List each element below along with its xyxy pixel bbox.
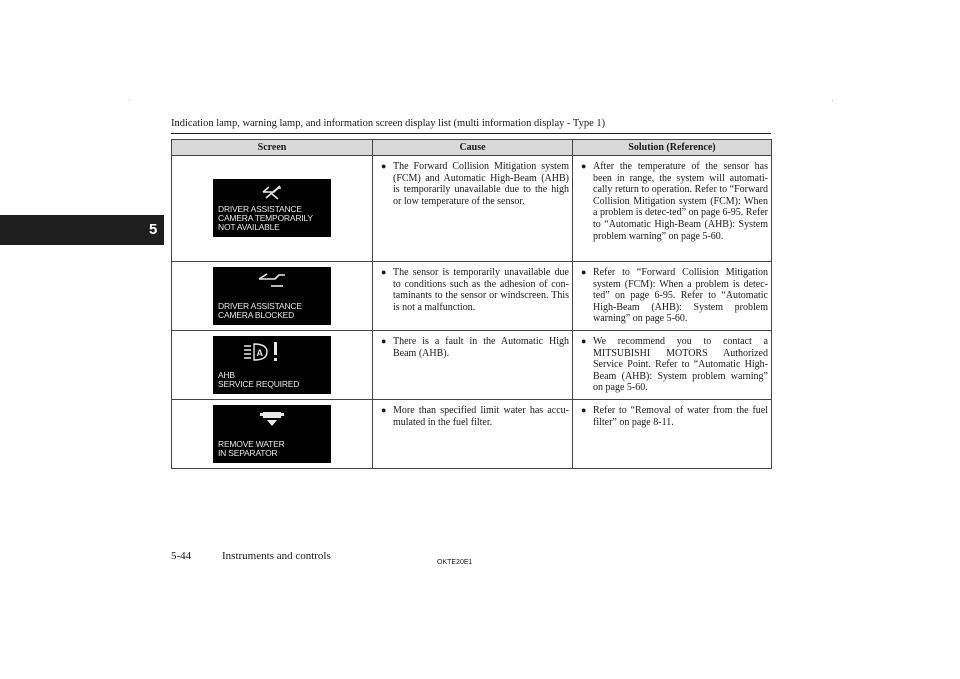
solution-text: After the temperature of the sensor has been in range, the system will automati-cally return to operation. Refer to “Forward Collision Mitigation system (FCM): When a problem is detec-ted” on page 6-95. Refer to “Automatic High-Beam (AHB): System problem warning” on page 5-60.	[593, 161, 768, 242]
display-screen	[213, 267, 331, 325]
water-separator-icon	[213, 410, 331, 431]
bullet-icon: ●	[581, 161, 587, 171]
chapter-tab	[0, 215, 164, 245]
page-header: Indication lamp, warning lamp, and information screen display list (multi information display - Type 1)	[171, 118, 606, 129]
screen-message: DRIVER ASSISTANCE CAMERA TEMPORARILY NOT AVAILABLE	[218, 204, 313, 232]
cause-text: The sensor is temporarily unavailable due to conditions such as the adhesion of con-taminants to the sensor or windscreen. This is not a malfunction.	[393, 267, 569, 313]
header-solution: Solution (Reference)	[573, 140, 772, 156]
svg-text:A: A	[256, 348, 263, 358]
section-title: Instruments and controls	[222, 550, 331, 562]
bullet-icon: ●	[581, 404, 587, 415]
bullet-icon: ●	[581, 267, 587, 277]
display-screen	[213, 179, 331, 237]
cause-cell	[373, 331, 573, 400]
cause-text: More than specified limit water has accu-mulated in the fuel filter.	[393, 404, 569, 428]
header-cause: Cause	[373, 140, 573, 156]
screen-cell	[172, 331, 373, 400]
header-screen: Screen	[172, 140, 373, 156]
table-row	[172, 331, 772, 400]
cause-text: There is a fault in the Automatic High Beam (AHB).	[393, 336, 569, 359]
display-list-table	[171, 139, 772, 469]
solution-text: Refer to “Forward Collision Mitigation system (FCM): When a problem is detec-ted” on page 6-95. Refer to “Automatic High-Beam (AHB): System problem warning” on page 5-60.	[593, 267, 768, 325]
screen-message: REMOVE WATER IN SEPARATOR	[218, 438, 285, 458]
solution-text: We recommend you to contact a MITSUBISHI MOTORS Authorized Service Point. Refer to “Automatic High-Beam (AHB): System problem warning” on page 5-60.	[593, 336, 768, 394]
auto-high-beam-warning-icon	[243, 341, 331, 366]
solution-cell	[573, 262, 772, 331]
solution-cell	[573, 399, 772, 468]
cause-text: The Forward Collision Mitigation system (FCM) and Automatic High-Beam (AHB) is temporarily unavailable due to the high or low temperature of the sensor.	[393, 161, 569, 207]
cause-cell	[373, 156, 573, 262]
table-row	[172, 156, 772, 262]
camera-crossed-icon	[213, 184, 331, 205]
solution-text: Refer to “Removal of water from the fuel filter” on page 8-11.	[593, 404, 768, 428]
screen-cell	[172, 156, 373, 262]
solution-cell	[573, 331, 772, 400]
header-rule	[171, 133, 771, 134]
table-header-row	[172, 140, 772, 156]
bullet-icon: ●	[381, 161, 387, 171]
page-number: 5-44	[171, 550, 192, 562]
document-code: OKTE20E1	[437, 559, 473, 566]
table-row	[172, 262, 772, 331]
screen-message: AHB SERVICE REQUIRED	[218, 370, 300, 389]
bullet-icon: ●	[381, 267, 387, 277]
bullet-icon: ●	[581, 336, 587, 346]
cause-cell	[373, 399, 573, 468]
display-screen	[213, 336, 331, 394]
screen-cell	[172, 262, 373, 331]
screen-cell	[172, 399, 373, 468]
camera-blocked-icon	[213, 272, 331, 291]
screen-message: DRIVER ASSISTANCE CAMERA BLOCKED	[218, 301, 302, 320]
display-screen	[213, 405, 331, 463]
bullet-icon: ●	[381, 336, 387, 346]
crop-mark	[832, 100, 833, 101]
solution-cell	[573, 156, 772, 262]
chapter-number: 5	[149, 221, 158, 238]
cause-cell	[373, 262, 573, 331]
crop-mark	[129, 100, 130, 101]
table-row	[172, 399, 772, 468]
bullet-icon: ●	[381, 404, 387, 415]
